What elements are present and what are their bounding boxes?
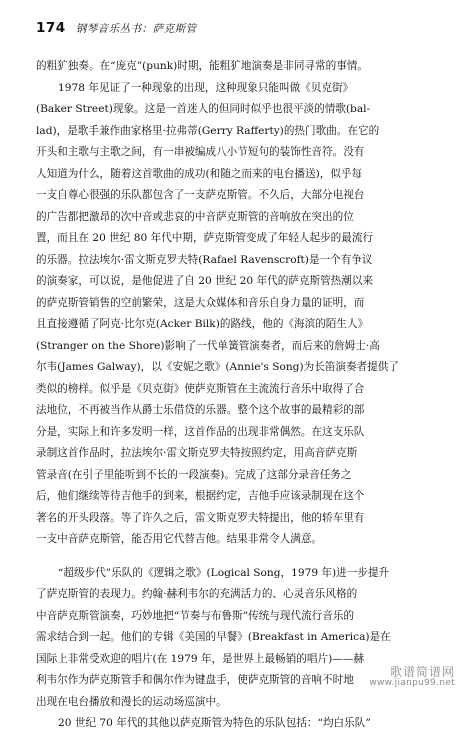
text-line: 后，他们继续等待吉他手的到来，根据约定，吉他手应该录制现在这个 [36,490,365,502]
text-line: 了萨克斯管的表现力。约翰·赫利韦尔的充满活力的、心灵音乐风格的 [36,588,358,600]
text-line: 的萨克斯管销售的空前繁荣，这是大众媒体和音乐自身力量的证明，而 [36,296,365,309]
text-line: 的粗犷独奏。在“庞克”(punk)时期，能粗犷地演奏是非同寻常的事情。 [36,60,368,72]
text-line: lad)，是歌手兼作曲家格里·拉弗蒂(Gerry Rafferty)的热门歌曲。在它的 [36,124,380,137]
text-line: 的演奏家，可以说，是他促进了自 20 世纪 20 年代的萨克斯管热潮以来 [36,275,374,287]
paragraph-first-line: 20 世纪 70 年代的其他以萨克斯管为特色的乐队包括：“均白乐队” [58,717,371,729]
text-line: (Baker Street)现象。这是一首迷人的但同时似乎也很平淡的情歌(bal- [36,103,371,115]
text-line: 人知道为什么，随着这首歌曲的成功(和随之而来的电台播送)，似乎每 [36,167,363,180]
body-text [36,56,422,735]
page-header [36,20,197,40]
text-line: 的乐器。拉法埃尔·雷文斯克罗夫特(Rafael Ravenscroft)是一个有争议 [36,253,373,266]
text-line: 管录音(在引子里能听到不长的一段演奏)。完成了这部分录音任务之 [36,468,352,481]
text-line: 著名的开头段落。等了许久之后，雷文斯克罗夫特提出，他的轿车里有 [36,511,365,524]
text-line: 一支自尊心很强的乐队都包含了一支萨克斯管。不久后，大部分电视台 [36,189,365,201]
text-line: 开头和主歌与主歌之间，有一串被编成八小节短句的装饰性音符。没有 [36,146,365,158]
text-line: 且直接遵循了阿克·比尔克(Acker Bilk)的路线，他的《海滨的陌生人》 [36,318,369,330]
watermark-url: www.jianpu99.net [369,677,455,688]
text-line: 国际上非常受欢迎的唱片(在 1979 年，是世界上最畅销的唱片)——赫 [36,652,364,665]
page-number: 174 [36,20,66,36]
text-line: 尔韦(James Galway)，以《安妮之歌》(Annie's Song)为长笛演奏者提供了 [36,361,399,373]
text-line: 一支中音萨克斯管，能否用它代替吉他。结果非常令人满意。 [36,533,323,545]
text-line: 利韦尔作为萨克斯管手和偶尔作为键盘手，使萨克斯管的音响不时地 [36,674,354,686]
text-line: 录制这首作品时，拉法埃尔·雷文斯克罗夫特按照约定，用高音萨克斯 [36,447,358,459]
text-line: 中音萨克斯管演奏，巧妙地把“节奏与布鲁斯”传统与现代流行音乐的 [36,609,355,622]
text-line: 的广告都把激昂的次中音或悲哀的中音萨克斯管的音响放在突出的位 [36,210,354,223]
paragraph-first-line: “超级步代”乐队的《逻辑之歌》(Logical Song，1979 年)进一步提升 [58,566,390,579]
text-line: 需求结合到一起。他们的专辑《美国的早餐》(Breakfast in America)是在 [36,631,391,643]
running-title: 钢琴音乐丛书：萨克斯管 [75,23,197,35]
text-line: 法地位，不再被当作从爵士乐借贷的乐器。整个这个故事的最精彩的部 [36,404,365,416]
text-line: (Stranger on the Shore)影响了一代单簧管演奏者，而后来的詹姆士·高 [36,339,380,352]
text-line: 出现在电台播放和漫长的运动场巡演中。 [36,695,227,708]
watermark-title: 歌谱简谱网 [389,664,455,679]
text-line: 置，而且在 20 世纪 80 年代中期，萨克斯管变成了年轻人起步的最流行 [36,232,374,244]
paragraph-first-line: 1978 年见证了一种现象的出现，这种现象只能叫做《贝克街》 [58,81,354,94]
watermark-logo [369,666,455,688]
text-line: 分是，实际上和许多发明一样，这首作品的出现非常偶然。在这支乐队 [36,425,365,438]
text-line: 类似的榜样。似乎是《贝克街》使萨克斯管在主流流行音乐中取得了合 [36,382,365,395]
